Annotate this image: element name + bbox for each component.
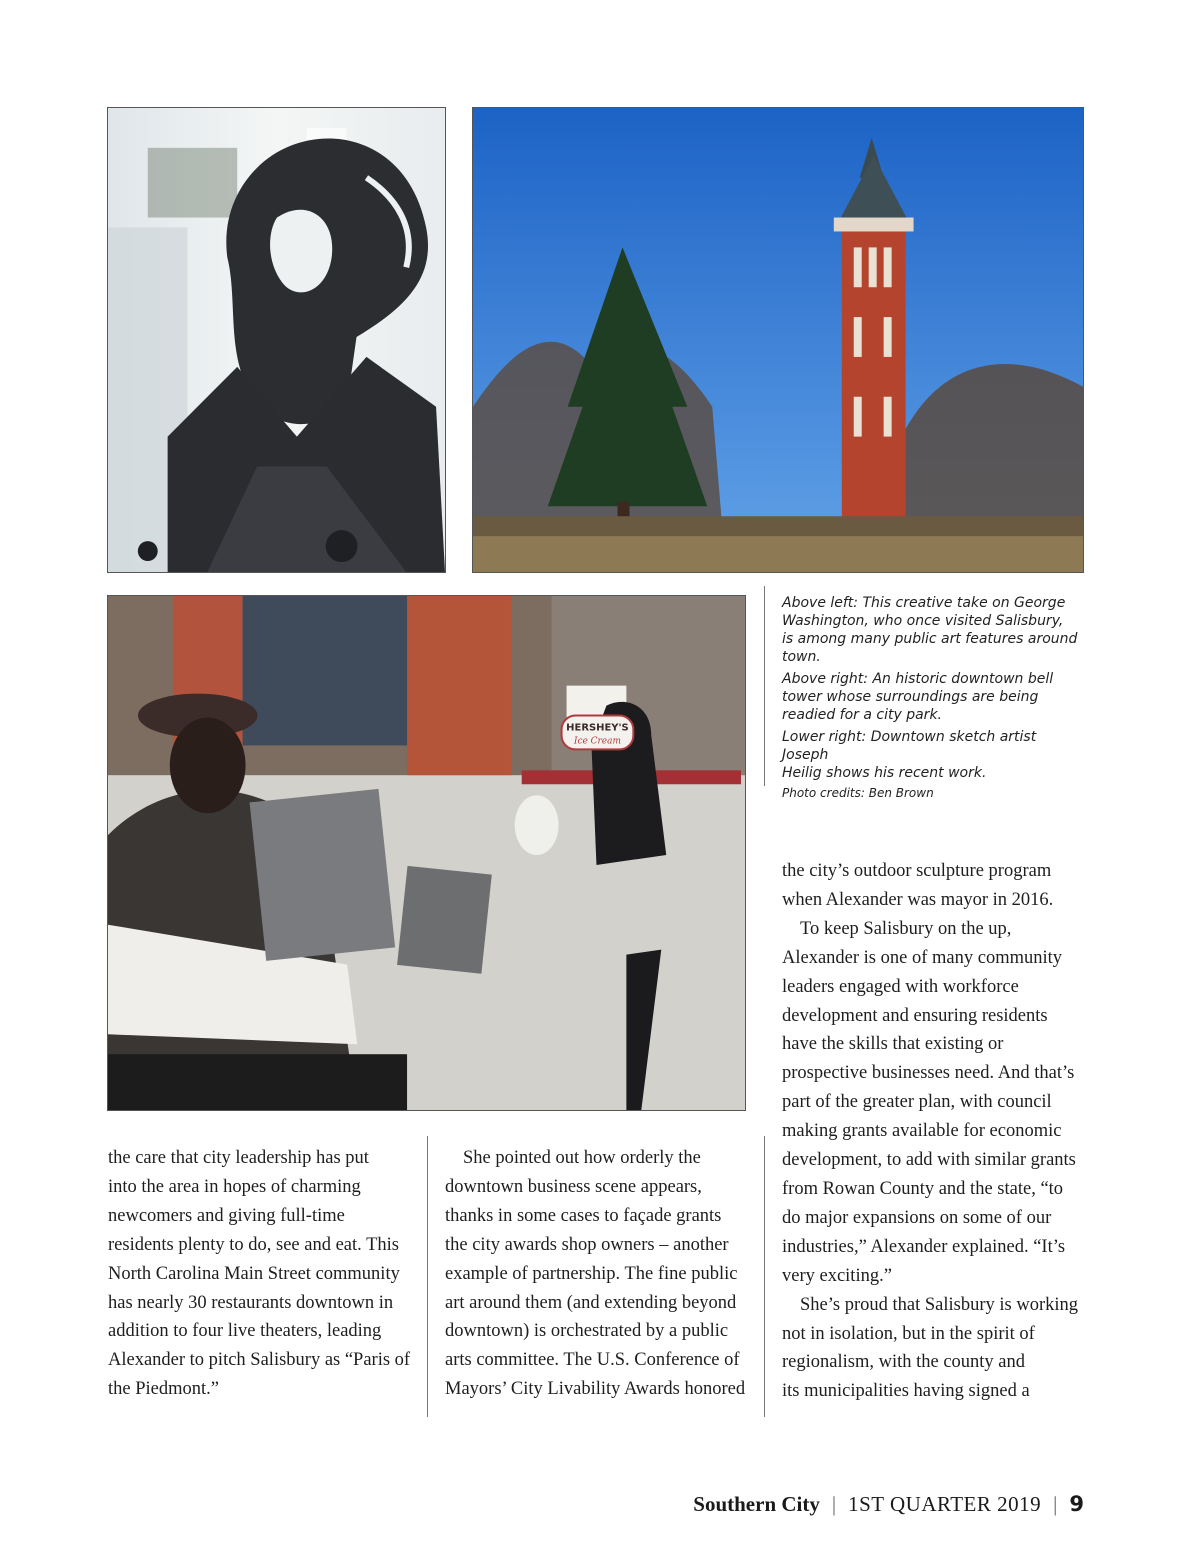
- text-line: development and ensuring residents: [782, 1005, 1048, 1026]
- text-line: She pointed out how orderly the: [463, 1148, 701, 1168]
- text-line: arts committee. The U.S. Conference of: [445, 1350, 740, 1371]
- text-line: art around them (and extending beyond: [445, 1292, 737, 1313]
- text-line: regionalism, with the county and: [782, 1352, 1026, 1373]
- caption-lower-right: Lower right: Downtown sketch artist Joseph Heilig shows his recent work.: [782, 729, 1037, 781]
- text-line: do major expansions on some of our: [782, 1207, 1052, 1228]
- text-line: the city awards shop owners – another: [445, 1234, 729, 1255]
- text-line: downtown) is orchestrated by a public: [445, 1321, 729, 1342]
- photo-bell-tower: [472, 107, 1084, 573]
- text-line: Mayors’ City Livability Awards honored: [445, 1379, 746, 1400]
- page-number: 9: [1069, 1492, 1084, 1516]
- photo-caption: [782, 594, 1087, 805]
- svg-text:HERSHEY'S: HERSHEY'S: [566, 722, 629, 734]
- text-line: industries,” Alexander explained. “It’s: [782, 1236, 1066, 1257]
- text-line: She’s proud that Salisbury is working: [800, 1294, 1079, 1315]
- photo-washington-sculpture: [107, 107, 446, 573]
- svg-text:Ice Cream: Ice Cream: [573, 736, 621, 747]
- text-line: have the skills that existing or: [782, 1034, 1004, 1055]
- text-line: prospective businesses need. And that’s: [782, 1063, 1075, 1084]
- text-line: the city’s outdoor sculpture program: [782, 861, 1052, 881]
- article-column-1: [108, 1144, 418, 1404]
- text-line: example of partnership. The fine public: [445, 1263, 738, 1284]
- text-line: newcomers and giving full-time: [108, 1205, 345, 1226]
- text-line: addition to four live theaters, leading: [108, 1321, 382, 1342]
- text-line: making grants available for economic: [782, 1121, 1062, 1142]
- text-line: from Rowan County and the state, “to: [782, 1178, 1064, 1199]
- text-line: into the area in hopes of charming: [108, 1176, 361, 1197]
- article-column-2: [445, 1144, 755, 1404]
- issue-label: 1ST QUARTER 2019: [848, 1492, 1042, 1516]
- footer-separator: |: [831, 1492, 837, 1516]
- text-line: Alexander to pitch Salisbury as “Paris of: [108, 1350, 411, 1371]
- text-line: downtown business scene appears,: [445, 1176, 702, 1197]
- text-line: To keep Salisbury on the up,: [800, 918, 1012, 939]
- publication-name: Southern City: [693, 1492, 820, 1516]
- text-line: not in isolation, but in the spirit of: [782, 1323, 1035, 1344]
- text-line: residents plenty to do, see and eat. This: [108, 1234, 399, 1255]
- text-line: part of the greater plan, with council: [782, 1092, 1052, 1113]
- text-line: very exciting.”: [782, 1265, 892, 1286]
- column-rule-1: [427, 1136, 428, 1417]
- text-line: the Piedmont.”: [108, 1379, 219, 1400]
- text-line: leaders engaged with workforce: [782, 976, 1019, 997]
- caption-rule: [764, 586, 765, 786]
- text-line: the care that city leadership has put: [108, 1148, 369, 1168]
- photo-sketch-artist: [107, 595, 746, 1111]
- shop-sign: [562, 716, 634, 750]
- photo-credit: Photo credits: Ben Brown: [782, 786, 934, 800]
- text-line: when Alexander was mayor in 2016.: [782, 889, 1054, 910]
- text-line: thanks in some cases to façade grants: [445, 1205, 722, 1226]
- text-line: Alexander is one of many community: [782, 947, 1063, 968]
- text-line: its municipalities having signed a: [782, 1381, 1030, 1402]
- footer-separator: |: [1053, 1492, 1058, 1516]
- text-line: has nearly 30 restaurants downtown in: [108, 1292, 394, 1313]
- caption-above-right: Above right: An historic downtown bell tower whose surroundings are being readied for a city park.: [782, 671, 1054, 723]
- caption-above-left: Above left: This creative take on George Washington, who once visited Salisbury, is among many public art features around town.: [782, 595, 1078, 665]
- text-line: development, to add with similar grants: [782, 1150, 1076, 1171]
- text-line: North Carolina Main Street community: [108, 1263, 400, 1284]
- page-footer: [693, 1492, 1084, 1517]
- column-rule-2: [764, 1136, 765, 1417]
- article-column-3: [782, 857, 1092, 1406]
